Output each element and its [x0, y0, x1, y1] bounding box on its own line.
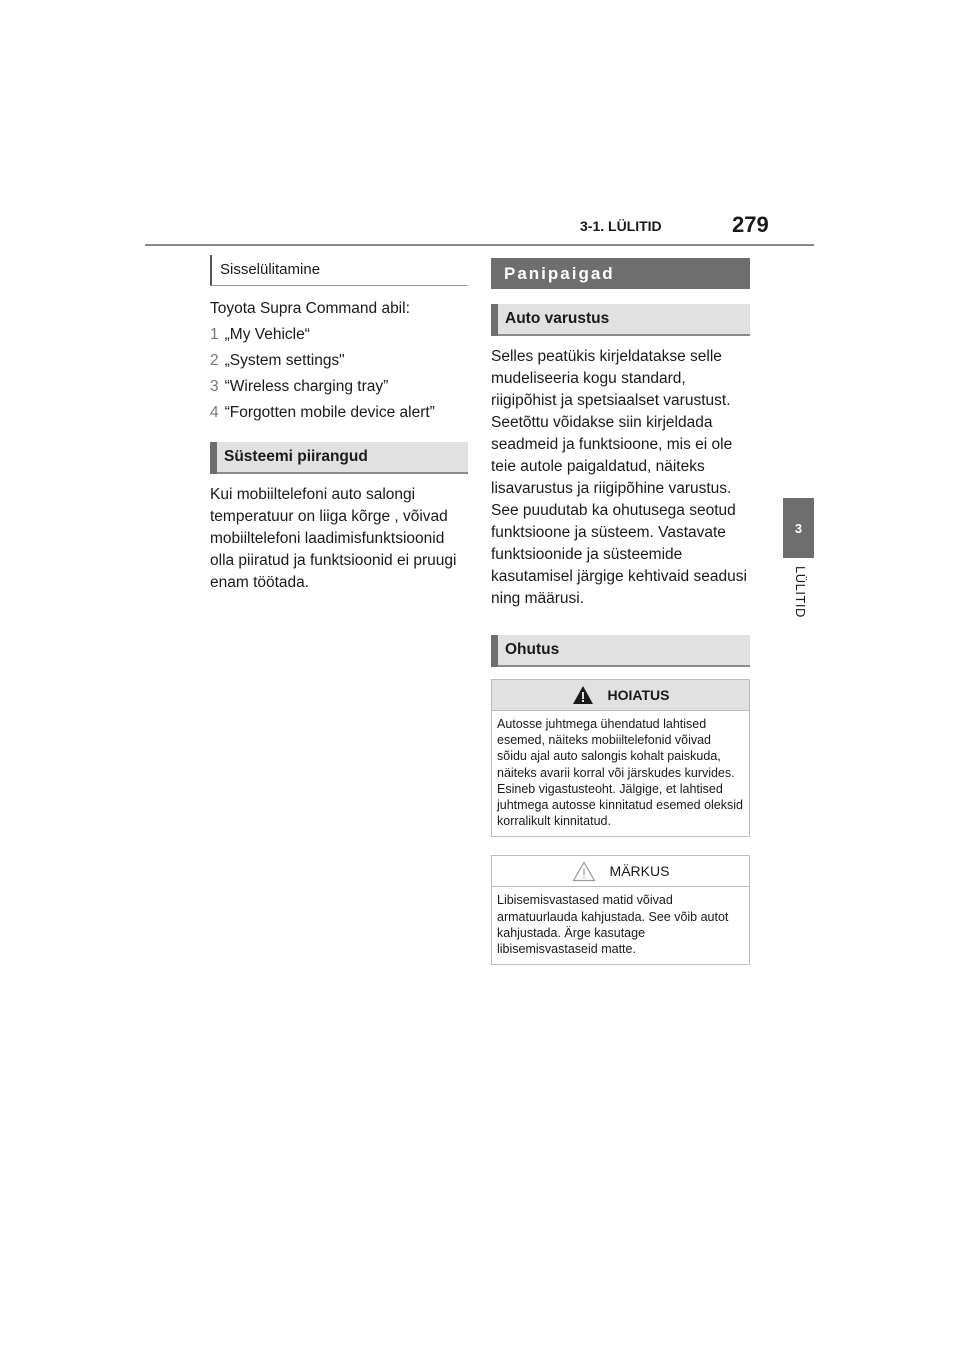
- chapter-label: LÜLITID: [793, 566, 808, 618]
- heading-marker: [491, 635, 498, 667]
- heading-marker: [491, 304, 498, 336]
- switch-on-heading: Sisselülitamine: [210, 255, 468, 286]
- note-text: Libisemisvastased matid võivad armatuurlauda kahjustada. See võib autot kahjustada. Ärge kasutage libisemisvastaseid matte.: [492, 886, 749, 964]
- step-number: 1: [210, 326, 219, 343]
- note-title: MÄRKUS: [609, 863, 670, 880]
- step-number: 4: [210, 404, 219, 421]
- step-number: 3: [210, 378, 219, 395]
- list-item: [210, 402, 468, 424]
- limits-heading: [210, 442, 468, 474]
- step-text: „System settings": [224, 352, 345, 369]
- warning-box: [491, 679, 750, 837]
- steps-list: [210, 324, 468, 424]
- step-text: „My Vehicle“: [224, 326, 310, 343]
- chapter-tab: 3: [783, 498, 814, 558]
- step-number: 2: [210, 352, 219, 369]
- limits-heading-text: Süsteemi piirangud: [224, 448, 368, 465]
- warning-header: [492, 680, 749, 710]
- equipment-heading: [491, 304, 750, 336]
- limits-paragraph: Kui mobiiltelefoni auto salongi temperatuur on liiga kõrge , võivad mobiiltelefoni laadimisfunktsioonid olla piiratud ja funktsioonid ei pruugi enam töötada.: [210, 486, 457, 591]
- note-box: [491, 855, 750, 965]
- step-text: “Forgotten mobile device alert”: [224, 404, 435, 421]
- step-text: “Wireless charging tray”: [224, 378, 389, 395]
- caution-icon: [572, 861, 596, 882]
- section-title: 3-1. LÜLITID: [580, 218, 662, 234]
- note-header: [492, 856, 749, 886]
- warning-text: Autosse juhtmega ühendatud lahtised esemed, näiteks mobiiltelefonid võivad sõidu ajal auto salongis kohalt paiskuda, näiteks avarii korral või järskudes kurvides. Esineb vigastusteoht. Jälgige, et lahtised juhtmega autosse kinnitatud esemed oleksid korralikult kinnitatud.: [492, 710, 749, 836]
- left-column: [210, 255, 468, 594]
- list-item: [210, 350, 468, 372]
- section-heading: Panipaigad: [491, 258, 750, 289]
- warning-title: HOIATUS: [607, 687, 670, 703]
- list-item: [210, 324, 468, 346]
- header-divider: [145, 244, 814, 246]
- equipment-paragraph: Selles peatükis kirjeldatakse selle mudeliseeria kogu standard, riigipõhist ja spetsiaalset varustust. Seetõttu võidakse siin kirjeldada seadmeid ja funktsioone, mis ei ole teie autole paigaldatud, näiteks lisavarustus ja riigipõhine varustus. See puudutab ka ohutusega seotud funktsioone ja süsteem. Vastavate funktsioonide ja süsteemide kasutamisel järgige kehtivaid seadusi ning määrusi.: [491, 348, 747, 607]
- equipment-heading-text: Auto varustus: [505, 310, 610, 327]
- warning-icon: [572, 685, 594, 705]
- safety-heading: [491, 635, 750, 667]
- page-number: 279: [732, 212, 769, 237]
- list-item: [210, 376, 468, 398]
- heading-marker: [210, 442, 217, 474]
- steps-intro: Toyota Supra Command abil:: [210, 300, 410, 317]
- right-column: [491, 258, 750, 965]
- safety-heading-text: Ohutus: [505, 641, 560, 658]
